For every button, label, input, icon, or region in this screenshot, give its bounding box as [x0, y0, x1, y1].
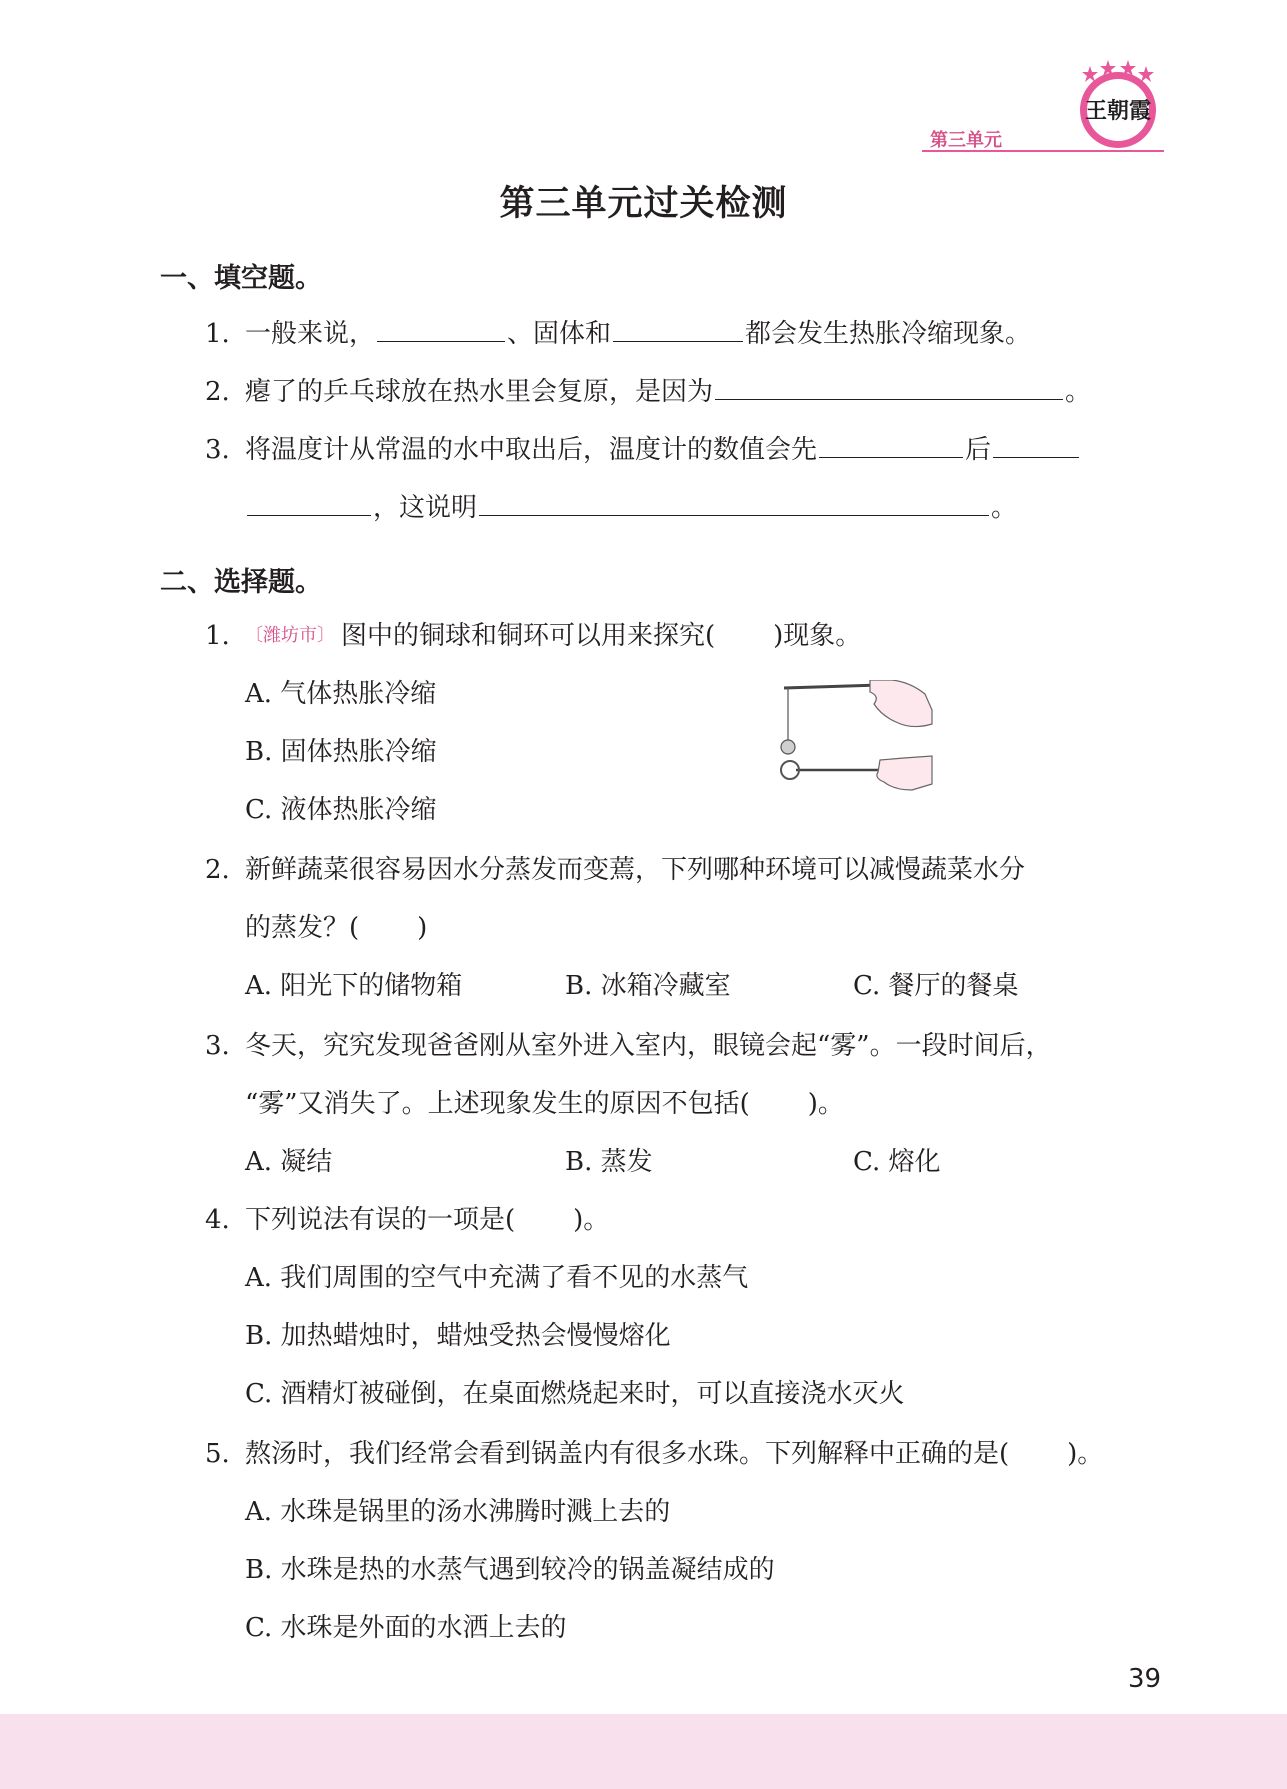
option-c: C. 液体热胀冷缩: [245, 795, 437, 825]
fill-question-3-cont: ，这说明 。: [245, 488, 1017, 528]
option-b: B. 加热蜡烛时，蜡烛受热会慢慢熔化: [245, 1321, 671, 1351]
section-heading-fill-blank: 一、填空题。: [160, 263, 322, 294]
choice-question-2: 2. 新鲜蔬菜很容易因水分蒸发而变蔫，下列哪种环境可以减慢蔬菜水分: [205, 855, 1026, 885]
option-a: A. 凝结: [245, 1147, 333, 1177]
fill-question-3: 3. 将温度计从常温的水中取出后，温度计的数值会先 后: [205, 430, 1081, 470]
copper-ball-ring-illustration: [770, 680, 940, 800]
option-a: A. 气体热胀冷缩: [245, 679, 437, 709]
options-row: [245, 1142, 1065, 1182]
svg-text:王朝霞: 王朝霞: [1084, 98, 1152, 124]
page-title: 第三单元过关检测: [499, 184, 788, 224]
option-b: B. 水珠是热的水蒸气遇到较冷的锅盖凝结成的: [245, 1555, 775, 1585]
option-b: B. 固体热胀冷缩: [245, 737, 437, 767]
fill-question-1: 1. 一般来说， 、固体和 都会发生热胀冷缩现象。: [205, 314, 1031, 354]
choice-question-2-cont: 的蒸发？( ): [245, 913, 428, 943]
choice-question-3-cont: “雾”又消失了。上述现象发生的原因不包括( )。: [245, 1089, 844, 1119]
choice-question-3: 3. 冬天，究究发现爸爸刚从室外进入室内，眼镜会起“雾”。一段时间后，: [205, 1031, 1052, 1061]
options-row: [245, 966, 1065, 1006]
answer-blank[interactable]: [247, 489, 371, 516]
answer-blank[interactable]: [993, 431, 1079, 458]
option-a: A. 水珠是锅里的汤水沸腾时溅上去的: [245, 1497, 671, 1527]
brand-logo: [1068, 56, 1168, 156]
section-heading-choice: 二、选择题。: [160, 567, 322, 598]
choice-question-4: 4. 下列说法有误的一项是( )。: [205, 1205, 610, 1235]
footer-band: [0, 1714, 1287, 1789]
option-c: C. 酒精灯被碰倒，在桌面燃烧起来时，可以直接浇水灭火: [245, 1379, 905, 1409]
choice-question-1: 1. 〔潍坊市〕 图中的铜球和铜环可以用来探究( )现象。: [205, 621, 862, 651]
choice-question-5: 5. 熬汤时，我们经常会看到锅盖内有很多水珠。下列解释中正确的是( )。: [205, 1439, 1104, 1469]
answer-blank[interactable]: [819, 431, 963, 458]
option-a: A. 阳光下的储物箱: [245, 971, 463, 1001]
answer-blank[interactable]: [377, 315, 505, 342]
source-tag: 〔潍坊市〕: [245, 625, 335, 646]
option-c: C. 水珠是外面的水洒上去的: [245, 1613, 567, 1643]
answer-blank[interactable]: [715, 373, 1063, 400]
option-c: C. 熔化: [853, 1147, 941, 1177]
option-c: C. 餐厅的餐桌: [853, 971, 1019, 1001]
option-b: B. 冰箱冷藏室: [565, 971, 731, 1001]
fill-question-2: 2. 瘪了的乒乓球放在热水里会复原，是因为 。: [205, 372, 1091, 412]
unit-label: 第三单元: [930, 130, 1002, 151]
option-b: B. 蒸发: [565, 1147, 653, 1177]
option-a: A. 我们周围的空气中充满了看不见的水蒸气: [245, 1263, 749, 1293]
answer-blank[interactable]: [479, 489, 989, 516]
page-number: 39: [1128, 1664, 1162, 1694]
answer-blank[interactable]: [613, 315, 743, 342]
